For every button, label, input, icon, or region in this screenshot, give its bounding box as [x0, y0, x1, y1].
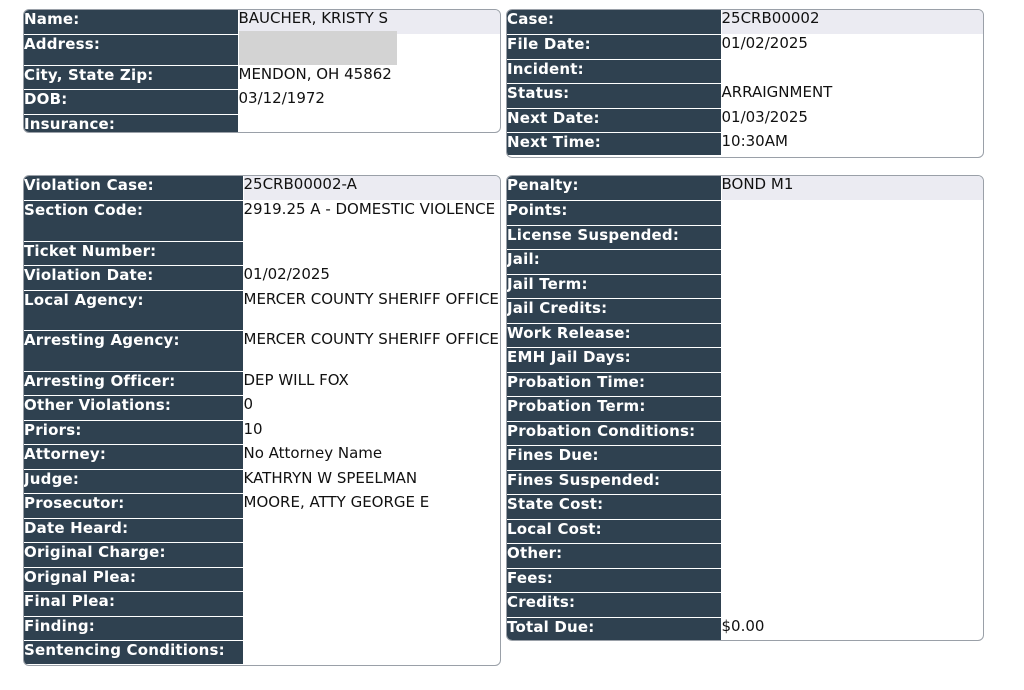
violation-row [24, 241, 500, 265]
violation-row [24, 444, 500, 469]
insurance-label: Insurance: [24, 114, 238, 133]
insurance-value [238, 114, 500, 133]
prosecutor-value: MOORE, ATTY GEORGE E [243, 492, 430, 511]
defendant-info-table [24, 10, 500, 133]
case-label: Case: [507, 10, 721, 34]
other-violations-value: 0 [243, 394, 254, 413]
attorney-value: No Attorney Name [243, 443, 383, 462]
file-date-row [507, 34, 983, 59]
next-time-value: 10:30AM [721, 131, 788, 150]
penalty-value: BOND M1 [721, 176, 983, 200]
priors-value: 10 [243, 419, 263, 438]
next-date-row [507, 108, 983, 132]
state-cost-value [721, 494, 983, 519]
violation-row [24, 330, 500, 371]
jail-term-label: Jail Term: [507, 274, 721, 298]
emh-jail-days-value [721, 347, 983, 372]
other-value [721, 543, 983, 568]
penalty-row [507, 225, 983, 249]
probation-time-value [721, 372, 983, 396]
violation-row [24, 176, 500, 200]
fines-due-value [721, 445, 983, 470]
penalty-row [507, 347, 983, 372]
credits-label: Credits: [507, 592, 721, 617]
fees-value [721, 568, 983, 592]
final-plea-label: Final Plea: [24, 591, 243, 616]
section-code-value: 2919.25 A - DOMESTIC VIOLENCE [243, 199, 496, 218]
points-label: Points: [507, 200, 721, 225]
violation-row [24, 395, 500, 420]
penalty-row [507, 494, 983, 519]
penalty-row [507, 470, 983, 494]
probation-term-label: Probation Term: [507, 396, 721, 421]
penalty-row [507, 519, 983, 543]
arresting-agency-label: Arresting Agency: [24, 330, 243, 371]
other-violations-label: Other Violations: [24, 395, 243, 420]
city-state-zip-label: City, State Zip: [24, 65, 238, 89]
state-cost-label: State Cost: [507, 494, 721, 519]
defendant-row-city [24, 65, 500, 89]
emh-jail-days-label: EMH Jail Days: [507, 347, 721, 372]
violation-row [24, 542, 500, 567]
file-date-label: File Date: [507, 34, 721, 59]
status-label: Status: [507, 83, 721, 108]
attorney-label: Attorney: [24, 444, 243, 469]
local-cost-value [721, 519, 983, 543]
violation-date-label: Violation Date: [24, 265, 243, 290]
probation-conditions-value [721, 421, 983, 445]
incident-label: Incident: [507, 59, 721, 83]
work-release-label: Work Release: [507, 323, 721, 347]
probation-conditions-label: Probation Conditions: [507, 421, 721, 445]
original-plea-value [243, 567, 500, 591]
violation-row [24, 290, 500, 330]
violation-row [24, 616, 500, 640]
penalty-label: Penalty: [507, 176, 721, 200]
penalty-row [507, 200, 983, 225]
file-date-value: 01/02/2025 [721, 33, 808, 52]
points-value [721, 200, 983, 225]
local-agency-label: Local Agency: [24, 290, 243, 330]
fees-label: Fees: [507, 568, 721, 592]
ticket-number-value [243, 241, 500, 265]
jail-credits-value [721, 298, 983, 323]
violation-row [24, 371, 500, 395]
license-suspended-value [721, 225, 983, 249]
violation-row [24, 200, 500, 241]
defendant-row-dob [24, 89, 500, 114]
fines-due-label: Fines Due: [507, 445, 721, 470]
case-info-panel [506, 9, 984, 158]
defendant-row-insurance [24, 114, 500, 133]
dob-label: DOB: [24, 89, 238, 114]
original-charge-value [243, 542, 500, 567]
judge-label: Judge: [24, 469, 243, 493]
jail-term-value [721, 274, 983, 298]
section-code-label: Section Code: [24, 200, 243, 241]
local-agency-value: MERCER COUNTY SHERIFF OFFICE [243, 289, 499, 308]
penalty-row [507, 568, 983, 592]
violation-case-value: 25CRB00002-A [243, 176, 500, 200]
penalty-row [507, 592, 983, 617]
violation-case-label: Violation Case: [24, 176, 243, 200]
next-date-label: Next Date: [507, 108, 721, 132]
violation-table [24, 176, 500, 664]
violation-row [24, 518, 500, 542]
jail-credits-label: Jail Credits: [507, 298, 721, 323]
incident-value [721, 59, 983, 83]
total-due-value: $0.00 [721, 616, 765, 635]
violation-row [24, 469, 500, 493]
penalty-row [507, 396, 983, 421]
other-label: Other: [507, 543, 721, 568]
penalty-row [507, 298, 983, 323]
probation-term-value [721, 396, 983, 421]
credits-value [721, 592, 983, 617]
local-cost-label: Local Cost: [507, 519, 721, 543]
violation-date-value: 01/02/2025 [243, 264, 330, 283]
redacted-address-block [239, 31, 397, 65]
status-row [507, 83, 983, 108]
violation-row [24, 265, 500, 290]
penalty-row [507, 543, 983, 568]
incident-row [507, 59, 983, 83]
priors-label: Priors: [24, 420, 243, 444]
dob-value: 03/12/1972 [238, 88, 325, 107]
violation-row [24, 493, 500, 518]
jail-label: Jail: [507, 249, 721, 274]
case-row [507, 10, 983, 34]
penalty-row [507, 249, 983, 274]
penalty-row [507, 372, 983, 396]
jail-value [721, 249, 983, 274]
penalty-row [507, 274, 983, 298]
original-plea-label: Orignal Plea: [24, 567, 243, 591]
defendant-row-address [24, 34, 500, 65]
name-value: BAUCHER, KRISTY S [238, 10, 500, 34]
penalty-row [507, 421, 983, 445]
arresting-agency-value: MERCER COUNTY SHERIFF OFFICE [243, 329, 499, 348]
penalty-row [507, 176, 983, 200]
finding-label: Finding: [24, 616, 243, 640]
city-state-zip-value: MENDON, OH 45862 [238, 64, 392, 83]
probation-time-label: Probation Time: [507, 372, 721, 396]
penalty-panel [506, 175, 984, 641]
next-date-value: 01/03/2025 [721, 107, 808, 126]
next-time-label: Next Time: [507, 132, 721, 155]
violation-panel [23, 175, 501, 666]
status-value: ARRAIGNMENT [721, 82, 833, 101]
violation-row [24, 591, 500, 616]
date-heard-label: Date Heard: [24, 518, 243, 542]
penalty-table [507, 176, 983, 640]
original-charge-label: Original Charge: [24, 542, 243, 567]
sentencing-conditions-value [243, 640, 500, 664]
fines-suspended-label: Fines Suspended: [507, 470, 721, 494]
judge-value: KATHRYN W SPEELMAN [243, 468, 418, 487]
total-due-label: Total Due: [507, 617, 721, 640]
address-label: Address: [24, 34, 238, 65]
name-label: Name: [24, 10, 238, 34]
address-value [238, 34, 500, 65]
license-suspended-label: License Suspended: [507, 225, 721, 249]
violation-row [24, 640, 500, 664]
arresting-officer-label: Arresting Officer: [24, 371, 243, 395]
prosecutor-label: Prosecutor: [24, 493, 243, 518]
ticket-number-label: Ticket Number: [24, 241, 243, 265]
work-release-value [721, 323, 983, 347]
case-value: 25CRB00002 [721, 10, 983, 34]
final-plea-value [243, 591, 500, 616]
violation-row [24, 420, 500, 444]
defendant-info-panel [23, 9, 501, 133]
penalty-row [507, 323, 983, 347]
arresting-officer-value: DEP WILL FOX [243, 370, 349, 389]
case-info-table [507, 10, 983, 155]
sentencing-conditions-label: Sentencing Conditions: [24, 640, 243, 664]
date-heard-value [243, 518, 500, 542]
penalty-row [507, 445, 983, 470]
fines-suspended-value [721, 470, 983, 494]
next-time-row [507, 132, 983, 155]
penalty-row [507, 617, 983, 640]
finding-value [243, 616, 500, 640]
violation-row [24, 567, 500, 591]
